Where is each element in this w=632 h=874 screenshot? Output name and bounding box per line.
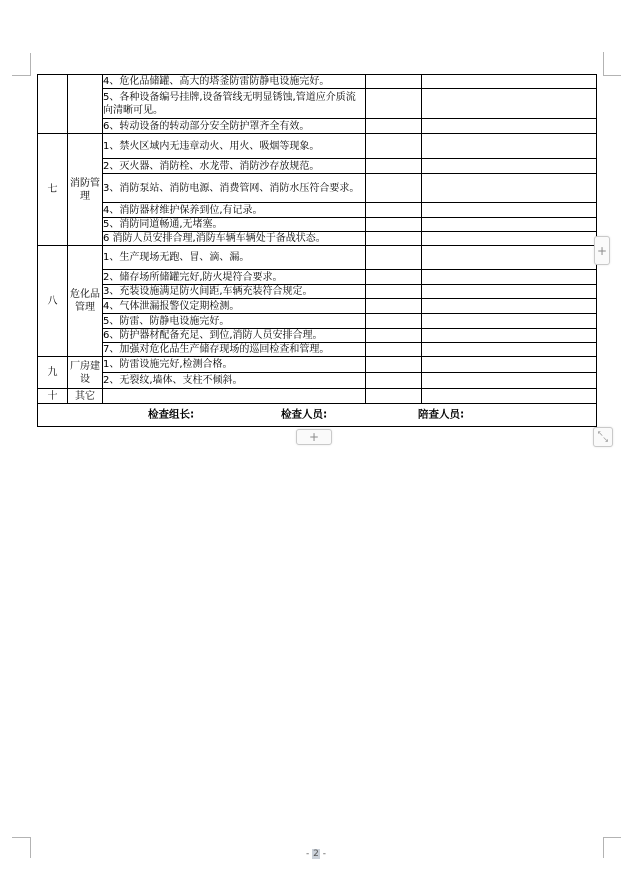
remark-cell[interactable] <box>422 357 597 373</box>
remark-cell[interactable] <box>422 119 597 134</box>
remark-cell[interactable] <box>422 218 597 232</box>
checklist-item-cell: 5、防雷、防静电设施完好。 <box>103 314 366 329</box>
check-result-cell[interactable] <box>366 270 422 285</box>
add-row-button[interactable] <box>296 429 332 445</box>
checklist-item-cell: 5、各种设备编号挂牌,设备管线无明显锈蚀,管道应介质流向清晰可见。 <box>103 89 366 119</box>
section-number-cell: 八 <box>38 246 68 357</box>
plus-icon: + <box>308 430 320 444</box>
resize-arrow-se-icon: ↘ <box>602 435 609 444</box>
section-category-cell: 危化品管理 <box>68 246 103 357</box>
check-result-cell[interactable] <box>366 174 422 203</box>
check-result-cell[interactable] <box>366 357 422 373</box>
checklist-item-cell: 6、转动设备的转动部分安全防护罩齐全有效。 <box>103 119 366 134</box>
remark-cell[interactable] <box>422 203 597 218</box>
checklist-item-cell: 2、灭火器、消防栓、水龙带、消防沙存放规范。 <box>103 159 366 174</box>
checklist-item-cell: 4、危化品储罐、高大的塔釜防雷防静电设施完好。 <box>103 75 366 89</box>
remark-cell[interactable] <box>422 232 597 246</box>
inspection-leader-label: 检查组长: <box>148 408 195 421</box>
section-category-cell: 厂房建设 <box>68 357 103 389</box>
page-number <box>0 849 632 860</box>
check-result-cell[interactable] <box>366 373 422 389</box>
checklist-item-cell: 1、生产现场无跑、冒、滴、漏。 <box>103 246 366 270</box>
remark-cell[interactable] <box>422 270 597 285</box>
check-result-cell[interactable] <box>366 314 422 329</box>
checklist-item-cell: 3、消防泵站、消防电源、消费管网、消防水压符合要求。 <box>103 174 366 203</box>
check-result-cell[interactable] <box>366 75 422 89</box>
inspection-checklist-table <box>37 74 597 427</box>
plus-icon: + <box>596 243 608 258</box>
section-number-cell: 九 <box>38 357 68 389</box>
remark-cell[interactable] <box>422 246 597 270</box>
margin-crop-mark-top-left <box>12 53 31 76</box>
check-result-cell[interactable] <box>366 119 422 134</box>
checklist-item-cell[interactable] <box>103 389 366 404</box>
check-result-cell[interactable] <box>366 389 422 404</box>
section-category-cell: 消防管理 <box>68 134 103 246</box>
checklist-item-cell: 1、禁火区域内无违章动火、用火、吸烟等现象。 <box>103 134 366 159</box>
checklist-item-cell: 6 消防人员安排合理,消防车辆车辆处于备战状态。 <box>103 232 366 246</box>
margin-crop-mark-top-right <box>603 52 621 76</box>
check-result-cell[interactable] <box>366 343 422 357</box>
page-number-field: 2 <box>313 849 319 859</box>
checklist-item-cell: 2、无裂纹,墙体、支柱不倾斜。 <box>103 373 366 389</box>
checklist-item-cell: 1、防雷设施完好,检测合格。 <box>103 357 366 373</box>
page-number-suffix: - <box>319 849 326 859</box>
checklist-item-cell: 4、气体泄漏报警仪定期检测。 <box>103 299 366 314</box>
check-result-cell[interactable] <box>366 232 422 246</box>
checklist-item-cell: 4、消防器材维护保养到位,有记录。 <box>103 203 366 218</box>
remark-cell[interactable] <box>422 389 597 404</box>
remark-cell[interactable] <box>422 75 597 89</box>
section-number-cell: 七 <box>38 134 68 246</box>
section-category-cell <box>68 75 103 134</box>
resize-arrow-nw-icon: ↖ <box>597 429 604 438</box>
inspectors-label: 检查人员: <box>281 408 328 421</box>
resize-table-button[interactable] <box>593 427 613 447</box>
remark-cell[interactable] <box>422 343 597 357</box>
remark-cell[interactable] <box>422 89 597 119</box>
check-result-cell[interactable] <box>366 203 422 218</box>
page-number-prefix: - <box>306 849 313 859</box>
remark-cell[interactable] <box>422 373 597 389</box>
check-result-cell[interactable] <box>366 89 422 119</box>
checklist-item-cell: 5、消防同道畅通,无堵塞。 <box>103 218 366 232</box>
check-result-cell[interactable] <box>366 285 422 299</box>
remark-cell[interactable] <box>422 174 597 203</box>
remark-cell[interactable] <box>422 314 597 329</box>
remark-cell[interactable] <box>422 285 597 299</box>
check-result-cell[interactable] <box>366 329 422 343</box>
remark-cell[interactable] <box>422 159 597 174</box>
check-result-cell[interactable] <box>366 159 422 174</box>
check-result-cell[interactable] <box>366 134 422 159</box>
checklist-item-cell: 3、充装设施满足防火间距,车辆充装符合规定。 <box>103 285 366 299</box>
remark-cell[interactable] <box>422 329 597 343</box>
check-result-cell[interactable] <box>366 299 422 314</box>
checklist-item-cell: 2、储存场所储罐完好,防火堤符合要求。 <box>103 270 366 285</box>
section-category-cell: 其它 <box>68 389 103 404</box>
signature-row-cell[interactable] <box>38 404 597 427</box>
checklist-item-cell: 6、防护器材配备充足、到位,消防人员安排合理。 <box>103 329 366 343</box>
check-result-cell[interactable] <box>366 218 422 232</box>
remark-cell[interactable] <box>422 299 597 314</box>
accompanying-personnel-label: 陪查人员: <box>418 408 465 421</box>
checklist-item-cell: 7、加强对危化品生产储存现场的巡回检查和管理。 <box>103 343 366 357</box>
remark-cell[interactable] <box>422 134 597 159</box>
side-add-button[interactable] <box>594 236 610 265</box>
section-number-cell: 十 <box>38 389 68 404</box>
check-result-cell[interactable] <box>366 246 422 270</box>
section-number-cell <box>38 75 68 134</box>
